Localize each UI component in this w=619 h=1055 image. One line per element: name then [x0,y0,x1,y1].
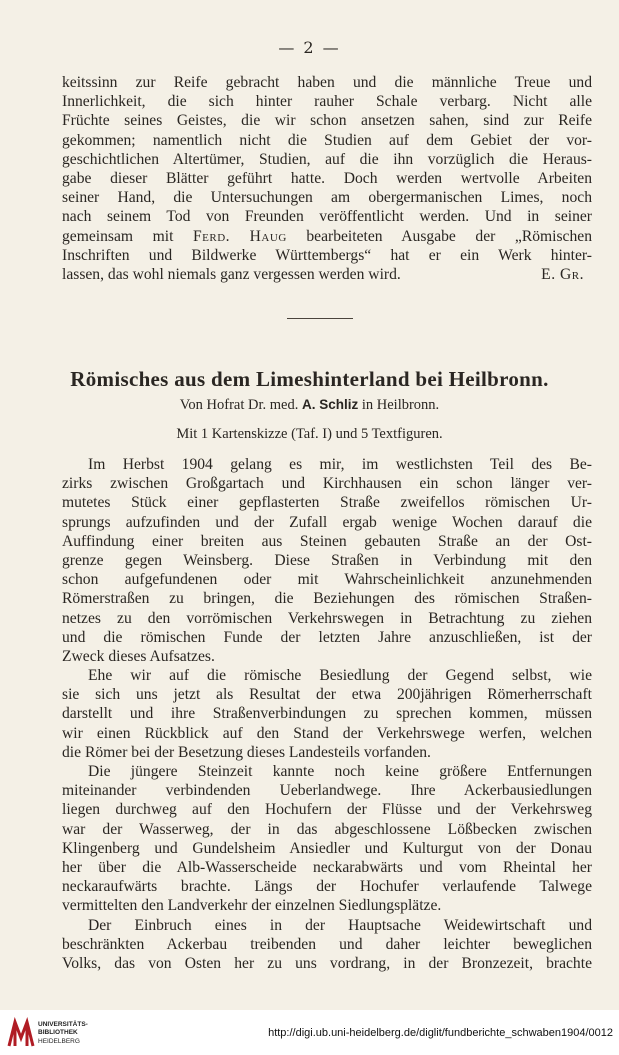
text-line: grenze gegen Weinsberg. Diese Straßen in Verbindung mit den [62,551,592,569]
text-line: wir einen Rückblick auf den Stand der Verkehrswege werfen, welchen [62,724,592,742]
byline-prefix: Von Hofrat Dr. med. [179,397,299,413]
text-fragment: bearbeiteten Ausgabe der „Römischen [306,227,592,245]
text-line: beschränkten Ackerbau treibenden und daher leichter beweglichen [62,936,592,954]
paragraph-1 [62,455,592,666]
library-logo-icon [6,1017,36,1049]
text-line: die Römer bei der Besetzung dieses Landesteils vorfanden. [62,743,431,761]
library-name-line: BIBLIOTHEK [38,1029,78,1037]
person-name: Haug [249,227,287,245]
text-line [62,265,592,284]
text-line: liegen durchweg auf den Hochufern der Flüsse und der Verkehrsweg [62,801,592,819]
text-line: und die römischen Funde der letzten Jahre anzuschließen, ist der [62,628,592,646]
text-line: geschichtlichen Altertümer, Studien, auf die ihn vorzüglich die Heraus- [62,150,592,168]
library-name-line: UNIVERSITÄTS- [38,1021,88,1028]
permalink-url[interactable]: http://digi.ub.uni-heidelberg.de/diglit/fundberichte_schwaben1904/0012 [268,1027,613,1039]
page-number: — 2 — [278,38,341,57]
text-line: Römerstraßen zu bringen, die Beziehungen des römischen Straßen- [62,590,592,608]
text-line: Volks, das von Osten her zu uns vordrang, in der Bronzezeit, brachte [62,955,592,973]
text-line: sie sich uns jetzt als Resultat der etwa 200jährigen Römerherrschaft [62,686,592,704]
text-line: Im Herbst 1904 gelang es mir, im westlichsten Teil des Be- [88,456,592,473]
viewer-footer [0,1010,619,1055]
text-line: nach seinem Tod von Freunden veröffentlicht werden. Und in seiner [62,208,592,226]
text-line: her über die Alb-Wasserscheide neckarabwärts und vom Rheintal her [62,858,592,876]
obituary-text [62,73,592,284]
text-line: schon aufgefundenen oder mit Wahrscheinlichkeit anzunehmenden [62,571,592,589]
text-fragment: gemeinsam mit [62,227,174,245]
text-line: zirks zwischen Großgartach und Kirchhausen ein schon länger ver- [62,475,592,493]
paragraph-3 [62,762,592,916]
text-line [62,227,592,246]
text-line: sprungs aufzufinden und der Zufall ergab wenige Wochen darauf die [62,513,592,531]
article-subtitle: Mit 1 Kartenskizze (Taf. I) und 5 Textfiguren. [176,426,443,442]
text-line: Die jüngere Steinzeit kannte noch keine größere Entfernungen [88,763,592,780]
text-line: Früchte seines Geistes, die wir schon ansetzen sahen, sind zur Reife [62,112,592,130]
text-line: vermittelten den Landverkehr der einzelnen Siedlungsplätze. [62,897,442,915]
text-line: miteinander verbindenden Ueberlandwege. Ihre Ackerbausiedlungen [62,782,592,800]
text-line: Inschriften und Bildwerke Württembergs“ hat er ein Werk hinter- [62,246,592,264]
text-line: Auffindung einer breiten aus Steinen gebauten Straße an der Ost- [62,532,592,550]
paragraph-2 [62,666,592,762]
text-line: netzes zu den vorrömischen Verkehrswegen in Betrachtung zu ziehen [62,609,592,627]
text-line: Der Einbruch eines in der Hauptsache Weidewirtschaft und [88,917,592,934]
text-line: Ehe wir auf die römische Besiedlung der Gegend selbst, wie [88,667,592,684]
author-name: A. Schliz [301,397,359,412]
section-divider [287,318,353,319]
text-line: seiner Hand, die Untersuchungen am obergermanischen Limes, noch [62,189,592,207]
text-line: gekommen; namentlich nicht die Studien auf dem Gebiet der vor- [62,131,592,149]
article-title: Römisches aus dem Limeshinterland bei Heilbronn. [70,367,549,391]
text-line: Klingenberg und Gundelsheim Ansiedler und Kulturgut von der Donau [62,839,592,857]
text-line: Zweck dieses Aufsatzes. [62,647,215,665]
article-byline [0,397,619,414]
signature-initials: E. Gr. [541,265,584,283]
paragraph-4 [62,916,592,974]
text-line: Innerlichkeit, die sich hinter rauher Schale verbarg. Nicht alle [62,93,592,111]
library-name-line: HEIDELBERG [38,1037,80,1045]
text-line: mutetes Stück einer gepflasterten Straße zweifellos römischen Ur- [62,494,592,512]
text-fragment: lassen, das wohl niemals ganz vergessen werden wird. [62,265,401,283]
library-name [38,1021,88,1046]
person-name: Ferd. [193,227,231,245]
text-line: darstellt und ihre Straßenverbindungen zu sprechen kommen, müssen [62,705,592,723]
text-line: gabe dieser Blätter geführt hatte. Doch werden wertvolle Arbeiten [62,169,592,187]
byline-suffix: in Heilbronn. [361,397,440,413]
text-line: war der Wasserweg, der in das abgeschlossene Lößbecken zwischen [62,820,592,838]
text-line: neckaraufwärts brachte. Längs der Hochufer verlaufende Talwege [62,878,592,896]
text-line: keitssinn zur Reife gebracht haben und die männliche Treue und [62,74,592,91]
